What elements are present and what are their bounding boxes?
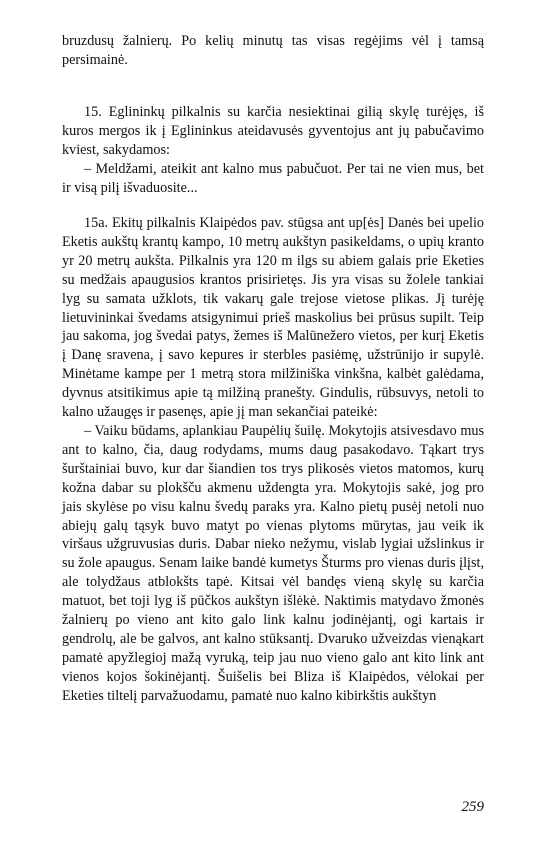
continued-paragraph-block bbox=[62, 32, 484, 70]
continued-paragraph: bruzdusų žalnierų. Po kelių minutų tas visas regėjims vėl į tamsą persimainė. bbox=[62, 33, 484, 68]
page-number: 259 bbox=[461, 799, 484, 815]
section-15-paragraph: 15. Eglininkų pilkalnis su karčia nesiektinai gilią skylę turėjęs, iš kuros mergos ik į Eglininkus ateidavusės gyventojus ant jų pabučavimo kviest, sakydamos: bbox=[62, 104, 484, 158]
section-15a-paragraph: 15a. Ekitų pilkalnis Klaipėdos pav. stūgsa ant up[ės] Danės bei upelio Eketis aukštų krantų kampo, 10 metrų aukštyn pasikeldams, o upių kranto yr 20 metrų aukšta. Pilkalnis yra 120 m ilgs su abiem galais prie Eketies su medžais apaugusios krantos prisirietęs. Jis yra visas su žolele tankiai lyg su samata užklots, tik vakarų gale trejose vietose plikas. Jį turėję lietuvininkai švedams atsigynimui prieš maskolius bei prūsus supilt. Teip jau sakoma, jog švedai patys, žemes iš Malūnežero vietos, per kurį Eketis į Danę sravena, į savo kepures ir sterbles pasiėmę, užstrūnijo ir supylė. Minėtame kampe per 1 metrą stora milžiniška vinkšna, kalbėt galėdama, dyvnus atsitikimus apie tą milžiną pranešty. Gindulis, rūbsuvys, netoli to kalno užaugęs ir pasenęs, apie jį man sekančiai pateikė: bbox=[62, 215, 484, 421]
section-15-block bbox=[62, 103, 484, 198]
section-15a-speech: – Vaiku būdams, aplankiau Paupėlių šuilę. Mokytojis atsivesdavo mus ant to kalno, čia, daug rodydams, mums daug pasakodavo. Tąkart trys šurštainiai buvo, kur dar šiandien tos trys plikosės vietos matomos, kurų kožna dabar su plokšču akmenu uždengta yra. Mokytojis sakė, jog pro jais skylėse po visu kalnu švedų paraks yra. Kalno pietų pusėj netoli nuo abiejų galų tąsyk buvo matyt po vienas plytoms mūrytas, jau veik ik viršaus užgruvusias duris. Dabar nieko nežymu, vislab lygiai užslinkus ir su žole apaugus. Senam laike bandė kumetys Šturms pro vienas duris įlįst, ale tolydžaus atblokšts tapė. Kitsai vėl bandęs vieną skylę su karčia matuot, bet toji lyg iš pūčkos aukštyn išlėkė. Naktimis matydavo žmonės žalnierų po vieno ant kito galo link kalnu jodinėjantį, ogi kartais ir gendrolų, ale be galvos, ant kalno stūksantį. Dvaruko užveizdas vienąkart pamatė apyžlegioj mažą vyruką, teip jau nuo vieno galo ant kito link ant vienos kojos šokinėjantį. Šuišelis bei Bliza iš Klaipėdos, vėlokai per Eketies tiltelį parvažuodamu, pamatė nuo kalno kibirkštis aukštyn bbox=[62, 422, 485, 704]
section-15a-block bbox=[62, 214, 484, 706]
section-15-speech: – Meldžami, ateikit ant kalno mus pabučuot. Per tai ne vien mus, bet ir visą pilį išvaduosite... bbox=[62, 160, 484, 196]
